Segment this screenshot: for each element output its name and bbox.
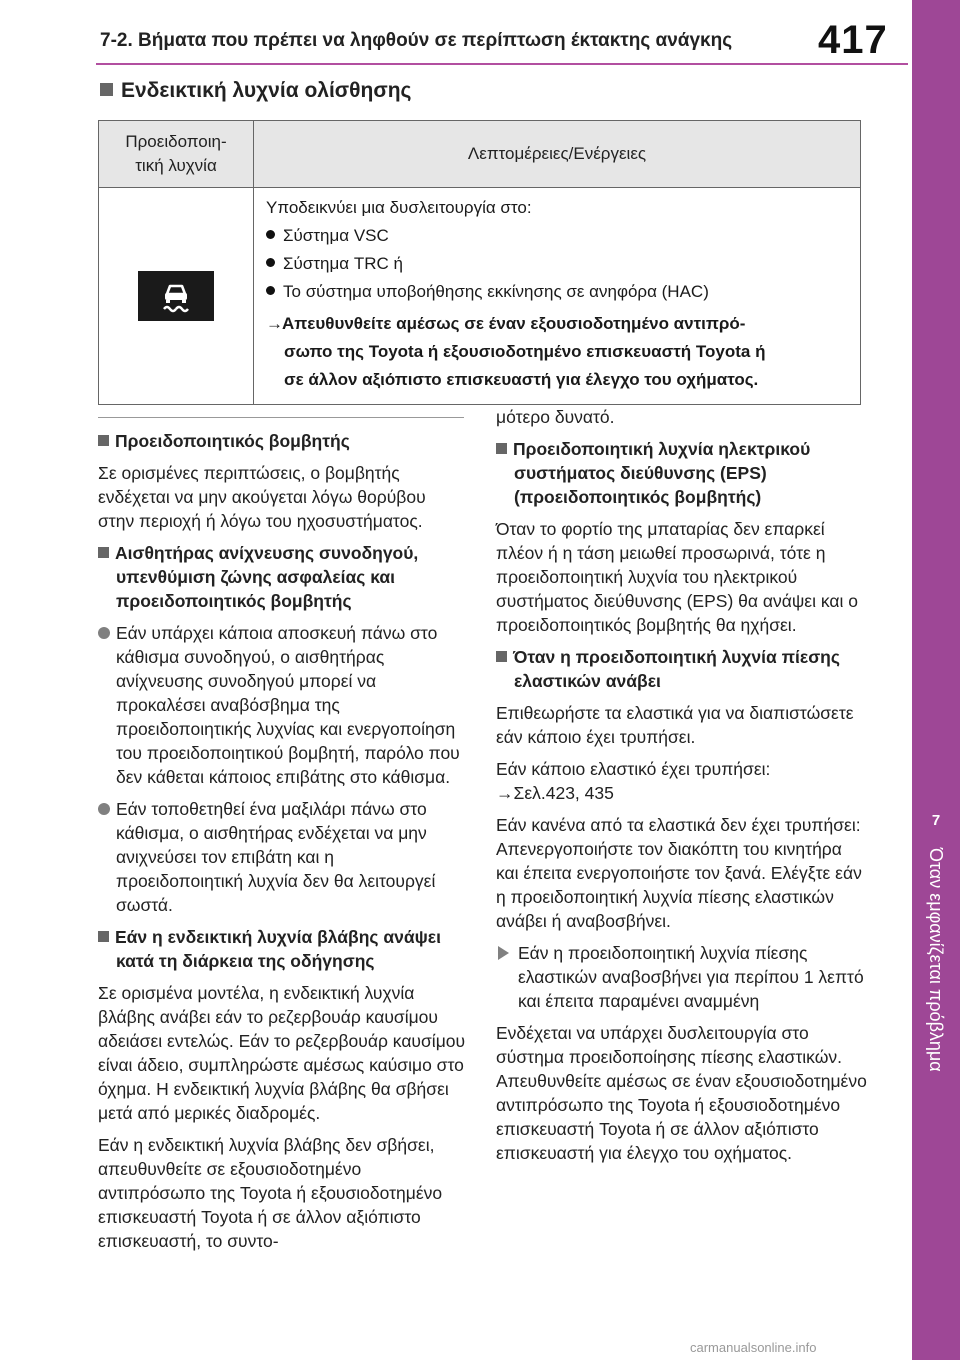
chapter-number: 7 [931, 812, 941, 829]
paragraph: Εάν η ενδεικτική λυχνία βλάβης δεν σβήσει, απευθυνθείτε σε εξουσιοδοτημένο αντιπρόσωπο της Toyota ή εξουσιοδοτημένο επισκευαστή Toyota ή σε άλλον αξιόπιστο επισκευαστή, το συντο- [98, 1135, 443, 1251]
list-item: Σύστημα VSC [266, 222, 848, 250]
chapter-side-tab [912, 0, 960, 1360]
paragraph: μότερο δυνατό. [496, 407, 615, 427]
square-bullet-icon [100, 83, 113, 96]
square-bullet-icon [98, 931, 109, 942]
table-cell-icon [99, 188, 254, 405]
square-bullet-icon [496, 443, 507, 454]
bullet-circle-icon [98, 627, 110, 639]
triangle-bullet-icon [498, 946, 509, 960]
subsection-title: Αισθητήρας ανίχνευσης συνοδηγού, υπενθύμιση ζώνης ασφαλείας και προειδοποιητικός βομβητής [98, 541, 466, 613]
table-header-light: Προειδοποιη- τική λυχνία [99, 121, 254, 188]
bullet-dot-icon [266, 286, 275, 295]
table-header-row [99, 121, 861, 188]
page-header-title: 7-2. Βήματα που πρέπει να ληφθούν σε περίπτωση έκτακτης ανάγκης [100, 30, 733, 51]
details-intro: Υποδεικνύει μια δυσλειτουργία στο: [266, 198, 532, 217]
subsection-title: Προειδοποιητική λυχνία ηλεκτρικού συστήματος διεύθυνσης (EPS) (προειδοποιητικός βομβητής) [496, 437, 868, 509]
subsection-title: Προειδοποιητικός βομβητής [98, 429, 466, 453]
list-item: Εάν η προειδοποιητική λυχνία πίεσης ελαστικών αναβοσβήνει για περίπου 1 λεπτό και έπειτα παραμένει αναμμένη [496, 941, 868, 1013]
chapter-label: Όταν εμφανίζεται πρόβλημα [926, 848, 946, 1072]
list-item: Εάν υπάρχει κάποια αποσκευή πάνω στο κάθισμα συνοδηγού, ο αισθητήρας ανίχνευσης συνοδηγού μπορεί να προκαλέσει αναβόσβημα της προειδοποιητικής λυχνίας και ενεργοποίηση του προειδοποιητικού βομβητή, παρόλο που δεν κάθεται κάποιος επιβάτης στο κάθισμα. [98, 621, 466, 789]
paragraph: Ενδέχεται να υπάρχει δυσλειτουργία στο σύστημα προειδοποίησης πίεσης ελαστικών. Απευθυνθείτε αμέσως σε έναν εξουσιοδοτημένο αντιπρόσωπο της Toyota ή εξουσιοδοτημένο επισκευαστή Toyota ή σε άλλον αξιόπιστο επισκευαστή για έλεγχο του οχήματος. [496, 1023, 867, 1163]
table-cell-details [254, 188, 861, 405]
bullet-dot-icon [266, 230, 275, 239]
paragraph: Σε ορισμένες περιπτώσεις, ο βομβητής ενδέχεται να μην ακούγεται λόγω θορύβου στην περιοχή ή λόγω του ηχοσυστήματος. [98, 463, 426, 531]
square-bullet-icon [98, 547, 109, 558]
bullet-circle-icon [98, 803, 110, 815]
list-item: Σύστημα TRC ή [266, 250, 848, 278]
paragraph: Επιθεωρήστε τα ελαστικά για να διαπιστώσετε εάν κάποιο έχει τρυπήσει. [496, 703, 854, 747]
square-bullet-icon [98, 435, 109, 446]
table-header-details: Λεπτομέρειες/Ενέργειες [254, 121, 861, 188]
column-divider [98, 417, 464, 418]
table-row [99, 188, 861, 405]
list-item: Εάν τοποθετηθεί ένα μαξιλάρι πάνω στο κάθισμα, ο αισθητήρας ενδέχεται να μην ανιχνεύσει τον επιβάτη και η προειδοποιητική λυχνία δεν θα λειτουργεί σωστά. [98, 797, 466, 917]
watermark: carmanualsonline.info [690, 1340, 817, 1355]
warning-light-table [98, 120, 861, 405]
arrow-right-icon: → [266, 314, 283, 333]
page-reference-link[interactable]: Σελ.423, 435 [513, 783, 614, 803]
subsection-title: Όταν η προειδοποιητική λυχνία πίεσης ελαστικών ανάβει [496, 645, 868, 693]
paragraph: Σε ορισμένα μοντέλα, η ενδεικτική λυχνία βλάβης ανάβει εάν το ρεζερβουάρ καυσίμου αδειάσει εντελώς. Εάν το ρεζερβουάρ καυσίμου είναι άδειο, συμπληρώστε αμέσως καύσιμο στο όχημα. Η ενδεικτική λυχνία βλάβης θα σβήσει μετά από μερικές διαδρομές. [98, 983, 466, 1123]
right-column [496, 405, 868, 1173]
page-number: 417 [818, 18, 888, 62]
paragraph: Όταν το φορτίο της μπαταρίας δεν επαρκεί πλέον ή η τάση μειωθεί προσωρινά, τότε η προειδοποιητική λυχνία του ηλεκτρικού συστήματος διεύθυνσης (EPS) θα ανάψει και ο προειδοποιητικός βομβητής θα ηχήσει. [496, 519, 858, 635]
left-column [98, 427, 466, 1261]
bullet-dot-icon [266, 258, 275, 267]
subsection-title: Εάν η ενδεικτική λυχνία βλάβης ανάψει κατά τη διάρκεια της οδήγησης [98, 925, 466, 973]
paragraph: Εάν κάποιο ελαστικό έχει τρυπήσει: →Σελ.423, 435 [496, 759, 771, 803]
arrow-right-icon: → [496, 783, 514, 803]
paragraph: Εάν κανένα από τα ελαστικά δεν έχει τρυπήσει: Απενεργοποιήστε τον διακόπτη του κινητήρα και έπειτα ενεργοποιήστε τον ξανά. Ελέγξτε εάν η προειδοποιητική λυχνία πίεσης ελαστικών ανάβει ή αναβοσβήνει. [496, 815, 862, 931]
action-instruction: →Απευθυνθείτε αμέσως σε έναν εξουσιοδοτημένο αντιπρό- σωπο της Toyota ή εξουσιοδοτημένο επισκευαστή Toyota ή σε άλλον αξιόπιστο επισκευαστή για έλεγχο του οχήματος. [266, 310, 848, 394]
slip-indicator-icon [138, 271, 214, 321]
header-divider [96, 63, 908, 65]
square-bullet-icon [496, 651, 507, 662]
section-heading: Ενδεικτική λυχνία ολίσθησης [100, 79, 411, 103]
list-item: Το σύστημα υποβοήθησης εκκίνησης σε ανηφόρα (HAC) [266, 278, 848, 306]
